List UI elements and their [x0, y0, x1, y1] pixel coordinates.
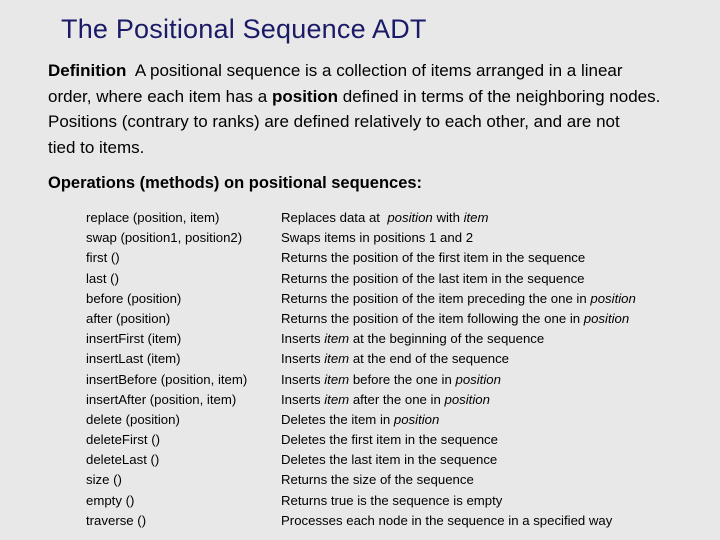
text-run: Inserts — [281, 391, 325, 407]
text-run: Inserts — [281, 351, 325, 367]
operation-signature: size () — [86, 472, 122, 488]
operation-description — [281, 470, 474, 490]
operation-row — [86, 248, 716, 268]
italic-term: position — [583, 310, 630, 326]
text-run: order, where each item has a — [48, 86, 272, 106]
text-run: Deletes the item in — [281, 411, 394, 427]
operation-row — [86, 511, 716, 531]
operation-signature: before (position) — [86, 290, 182, 306]
operation-signature: last () — [86, 270, 119, 286]
operation-row — [86, 309, 716, 329]
operation-row — [86, 430, 716, 450]
operations-list — [86, 208, 716, 531]
operation-signature: first () — [86, 250, 120, 266]
operation-signature: swap (position1, position2) — [86, 230, 243, 246]
operations-heading: Operations (methods) on positional sequences: — [48, 174, 423, 192]
italic-term: item — [324, 371, 350, 387]
bold-term: Definition — [48, 61, 127, 80]
operation-signature: insertFirst (item) — [86, 331, 182, 347]
definition-line — [48, 109, 713, 135]
operation-description — [281, 390, 490, 410]
text-run: Processes each node in the sequence in a specified way — [281, 512, 613, 528]
text-run: Replaces data at — [281, 210, 388, 225]
italic-term: position — [590, 290, 636, 306]
operation-row — [86, 390, 716, 410]
operation-description — [281, 329, 544, 349]
operation-description — [281, 491, 502, 511]
operation-description — [281, 248, 585, 268]
text-run: Deletes the first item in the sequence — [281, 432, 498, 448]
definition-line — [48, 58, 713, 84]
text-run: Deletes the last item in the sequence — [281, 452, 498, 468]
text-run: Returns the position of the last item in the sequence — [281, 270, 585, 286]
text-run: A positional sequence is a collection of items arranged in a linear — [126, 61, 623, 80]
text-run: with — [432, 210, 464, 225]
text-run: at the beginning of the sequence — [349, 331, 545, 347]
operation-description — [281, 430, 498, 450]
definition-line — [48, 84, 713, 110]
operation-signature: insertAfter (position, item) — [86, 391, 237, 407]
text-run: Returns the position of the first item in the sequence — [281, 250, 586, 266]
operation-description — [281, 511, 612, 531]
italic-term: position — [393, 411, 440, 427]
operation-signature: replace (position, item) — [86, 210, 220, 225]
operation-description — [281, 208, 488, 228]
definition-line — [48, 135, 713, 161]
bold-term: position — [271, 86, 339, 106]
operation-row — [86, 470, 716, 490]
text-run: tied to items. — [48, 137, 145, 157]
operation-row — [86, 269, 716, 289]
operation-description — [281, 370, 501, 390]
operation-signature: traverse () — [86, 512, 147, 528]
italic-term: item — [324, 391, 350, 407]
operation-signature: empty () — [86, 492, 135, 508]
operation-row — [86, 410, 716, 430]
operation-signature: deleteLast () — [86, 452, 160, 468]
operation-row — [86, 228, 716, 248]
italic-term: item — [324, 351, 350, 367]
italic-term: item — [324, 331, 350, 347]
operation-description — [281, 410, 439, 430]
operation-signature: after (position) — [86, 310, 171, 326]
text-run: Returns true is the sequence is empty — [281, 492, 503, 508]
operation-row — [86, 349, 716, 369]
text-run: Positions (contrary to ranks) are defined relatively to each other, and are not — [48, 112, 620, 131]
text-run: defined in terms of the neighboring nodes. — [338, 86, 661, 106]
operation-description — [281, 349, 509, 369]
text-run: at the end of the sequence — [349, 351, 510, 367]
italic-term: position — [387, 210, 433, 225]
operation-row — [86, 329, 716, 349]
text-run: Returns the position of the item following the one in — [281, 310, 584, 326]
italic-term: position — [455, 371, 501, 387]
text-run: Returns the size of the sequence — [281, 472, 474, 488]
operation-signature: insertBefore (position, item) — [86, 371, 248, 387]
text-run: before the one in — [349, 371, 456, 387]
operation-row — [86, 208, 716, 228]
operation-signature: insertLast (item) — [86, 351, 181, 367]
operation-row — [86, 289, 716, 309]
operation-row — [86, 370, 716, 390]
italic-term: position — [444, 391, 490, 407]
text-run: Inserts — [281, 371, 325, 387]
operation-description — [281, 289, 636, 309]
italic-term: item — [463, 210, 489, 225]
operation-description — [281, 450, 497, 470]
operation-signature: delete (position) — [86, 411, 180, 427]
text-run: Swaps items in positions 1 and 2 — [281, 230, 474, 246]
text-run: after the one in — [349, 391, 445, 407]
operation-description — [281, 269, 585, 289]
operation-signature: deleteFirst () — [86, 432, 161, 448]
text-run: Returns the position of the item preceding the one in — [281, 290, 591, 306]
operation-description — [281, 228, 473, 248]
operation-description — [281, 309, 629, 329]
slide-title: The Positional Sequence ADT — [61, 14, 427, 44]
definition-paragraph — [48, 58, 713, 160]
text-run: Inserts — [281, 331, 325, 347]
operation-row — [86, 491, 716, 511]
operation-row — [86, 450, 716, 470]
